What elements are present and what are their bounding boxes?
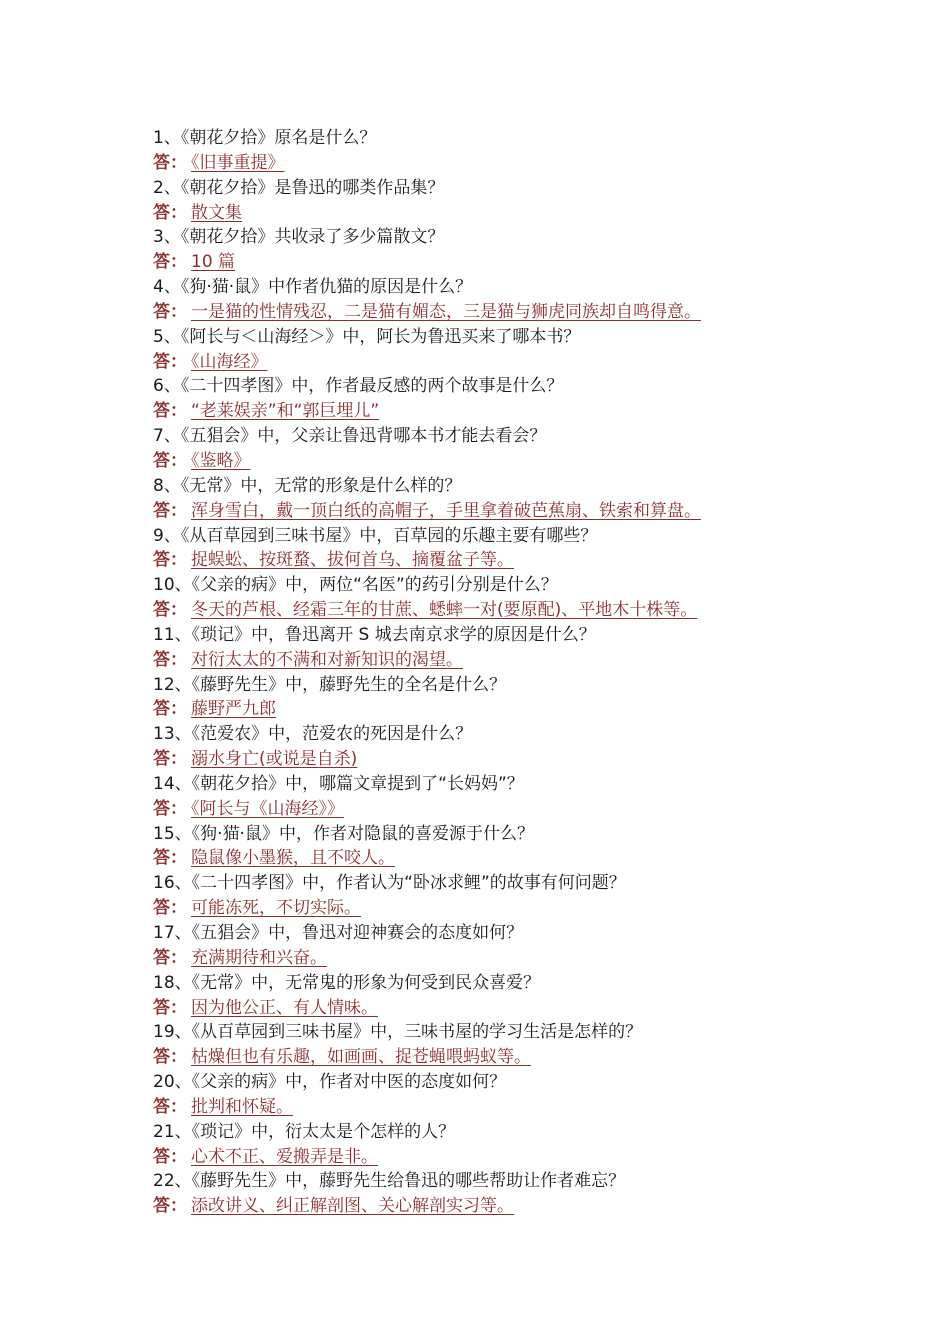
qa-item xyxy=(153,474,853,524)
question-text: 14、《朝花夕拾》中，哪篇文章提到了“长妈妈”？ xyxy=(153,773,524,794)
question-text: 7、《五猖会》中，父亲让鲁迅背哪本书才能去看会？ xyxy=(153,426,547,447)
answer-text: 隐鼠像小墨猴，且不咬人。 xyxy=(191,848,395,869)
answer-line xyxy=(153,846,853,871)
question-text: 11、《琐记》中，鲁迅离开 S 城去南京求学的原因是什么？ xyxy=(153,624,596,645)
answer-label: 答： xyxy=(153,600,187,621)
question-text: 12、《藤野先生》中，藤野先生的全名是什么？ xyxy=(153,674,507,695)
qa-item xyxy=(153,424,853,474)
question-text: 18、《无常》中，无常鬼的形象为何受到民众喜爱？ xyxy=(153,972,541,993)
answer-text: 溺水身亡(或说是自杀) xyxy=(191,749,358,770)
answer-text: 一是猫的性情残忍，二是猫有媚态，三是猫与狮虎同族却自鸣得意。 xyxy=(191,301,701,322)
answer-line xyxy=(153,1095,853,1120)
question-text: 19、《从百草园到三味书屋》中，三味书屋的学习生活是怎样的？ xyxy=(153,1022,643,1043)
question-text: 2、《朝花夕拾》是鲁迅的哪类作品集？ xyxy=(153,177,445,198)
qa-item xyxy=(153,921,853,971)
answer-label: 答： xyxy=(153,252,187,273)
qa-item xyxy=(153,673,853,723)
answer-line xyxy=(153,250,853,275)
question-text: 22、《藤野先生》中，藤野先生给鲁迅的哪些帮助让作者难忘？ xyxy=(153,1171,626,1192)
qa-item xyxy=(153,524,853,574)
question-text: 6、《二十四孝图》中，作者最反感的两个故事是什么？ xyxy=(153,376,564,397)
answer-line xyxy=(153,1145,853,1170)
answer-label: 答： xyxy=(153,749,187,770)
qa-list xyxy=(153,126,853,1219)
answer-text: 充满期待和兴奋。 xyxy=(191,947,327,968)
question-text: 3、《朝花夕拾》共收录了多少篇散文？ xyxy=(153,227,445,248)
qa-item xyxy=(153,971,853,1021)
answer-text: 藤野严九郎 xyxy=(191,699,276,720)
question-text: 5、《阿长与＜山海经＞》中，阿长为鲁迅买来了哪本书？ xyxy=(153,326,581,347)
answer-label: 答： xyxy=(153,450,187,471)
qa-item xyxy=(153,225,853,275)
answer-label: 答： xyxy=(153,351,187,372)
answer-text: 捉蜈蚣、按斑蝥、拔何首乌、摘覆盆子等。 xyxy=(191,550,514,571)
answer-text: 10 篇 xyxy=(191,252,236,273)
qa-item xyxy=(153,1120,853,1170)
qa-item xyxy=(153,325,853,375)
question-text: 8、《无常》中，无常的形象是什么样的？ xyxy=(153,475,462,496)
question-text: 16、《二十四孝图》中，作者认为“卧冰求鲤”的故事有何问题？ xyxy=(153,873,626,894)
qa-item xyxy=(153,623,853,673)
answer-label: 答： xyxy=(153,152,187,173)
answer-label: 答： xyxy=(153,550,187,571)
answer-label: 答： xyxy=(153,699,187,720)
answer-label: 答： xyxy=(153,997,187,1018)
answer-label: 答： xyxy=(153,649,187,670)
answer-text: 枯燥但也有乐趣，如画画、捉苍蝇喂蚂蚁等。 xyxy=(191,1047,531,1068)
qa-item xyxy=(153,871,853,921)
answer-label: 答： xyxy=(153,1096,187,1117)
answer-text: 《旧事重提》 xyxy=(191,152,285,173)
answer-line xyxy=(153,201,853,226)
answer-line xyxy=(153,598,853,623)
answer-text: 冬天的芦根、经霜三年的甘蔗、蟋蟀一对(要原配)、平地木十株等。 xyxy=(191,600,698,621)
answer-label: 答： xyxy=(153,798,187,819)
answer-line xyxy=(153,996,853,1021)
answer-text: 浑身雪白，戴一顶白纸的高帽子，手里拿着破芭蕉扇、铁索和算盘。 xyxy=(191,500,701,521)
question-text: 15、《狗·猫·鼠》中，作者对隐鼠的喜爱源于什么？ xyxy=(153,823,534,844)
question-text: 17、《五猖会》中，鲁迅对迎神赛会的态度如何？ xyxy=(153,923,524,943)
answer-text: 《阿长与《山海经》》 xyxy=(191,798,344,819)
question-text: 21、《琐记》中，衍太太是个怎样的人？ xyxy=(153,1121,456,1142)
answer-line xyxy=(153,350,853,375)
answer-label: 答： xyxy=(153,947,187,968)
answer-label: 答： xyxy=(153,898,187,919)
qa-item xyxy=(153,1020,853,1070)
qa-item xyxy=(153,573,853,623)
question-text: 4、《狗·猫·鼠》中作者仇猫的原因是什么？ xyxy=(153,277,473,298)
answer-label: 答： xyxy=(153,202,187,223)
answer-line xyxy=(153,399,853,424)
answer-line xyxy=(153,548,853,573)
answer-text: 可能冻死，不切实际。 xyxy=(191,898,361,919)
answer-label: 答： xyxy=(153,401,187,422)
answer-line xyxy=(153,1045,853,1070)
answer-text: 《山海经》 xyxy=(191,351,268,372)
question-text: 1、《朝花夕拾》原名是什么？ xyxy=(153,128,377,148)
answer-label: 答： xyxy=(153,1196,187,1217)
answer-label: 答： xyxy=(153,301,187,322)
answer-text: 散文集 xyxy=(191,202,242,223)
answer-label: 答： xyxy=(153,1146,187,1167)
answer-label: 答： xyxy=(153,848,187,869)
answer-line xyxy=(153,1194,853,1219)
answer-text: “老莱娱亲”和“郭巨埋儿” xyxy=(191,401,380,422)
answer-label: 答： xyxy=(153,500,187,521)
question-text: 10、《父亲的病》中，两位“名医”的药引分别是什么？ xyxy=(153,575,558,596)
answer-line xyxy=(153,151,853,176)
answer-line xyxy=(153,697,853,722)
answer-text: 《鉴略》 xyxy=(191,450,251,471)
answer-label: 答： xyxy=(153,1047,187,1068)
qa-item xyxy=(153,374,853,424)
question-text: 20、《父亲的病》中，作者对中医的态度如何？ xyxy=(153,1072,507,1093)
qa-item xyxy=(153,176,853,226)
answer-line xyxy=(153,300,853,325)
answer-line xyxy=(153,449,853,474)
answer-line xyxy=(153,648,853,673)
question-text: 9、《从百草园到三味书屋》中，百草园的乐趣主要有哪些？ xyxy=(153,525,598,546)
answer-text: 对衍太太的不满和对新知识的渴望。 xyxy=(191,649,463,670)
qa-item xyxy=(153,822,853,872)
answer-line xyxy=(153,499,853,524)
answer-text: 因为他公正、有人情味。 xyxy=(191,997,378,1018)
qa-item xyxy=(153,722,853,772)
answer-text: 心术不正、爱搬弄是非。 xyxy=(191,1146,378,1167)
qa-item xyxy=(153,772,853,822)
answer-text: 添改讲义、纠正解剖图、关心解剖实习等。 xyxy=(191,1196,514,1217)
answer-line xyxy=(153,896,853,921)
answer-text: 批判和怀疑。 xyxy=(191,1096,293,1117)
answer-line xyxy=(153,797,853,822)
qa-item xyxy=(153,126,853,176)
answer-line xyxy=(153,747,853,772)
qa-item xyxy=(153,1169,853,1219)
qa-item xyxy=(153,1070,853,1120)
question-text: 13、《范爱农》中，范爱农的死因是什么？ xyxy=(153,724,473,745)
answer-line xyxy=(153,946,853,971)
qa-item xyxy=(153,275,853,325)
